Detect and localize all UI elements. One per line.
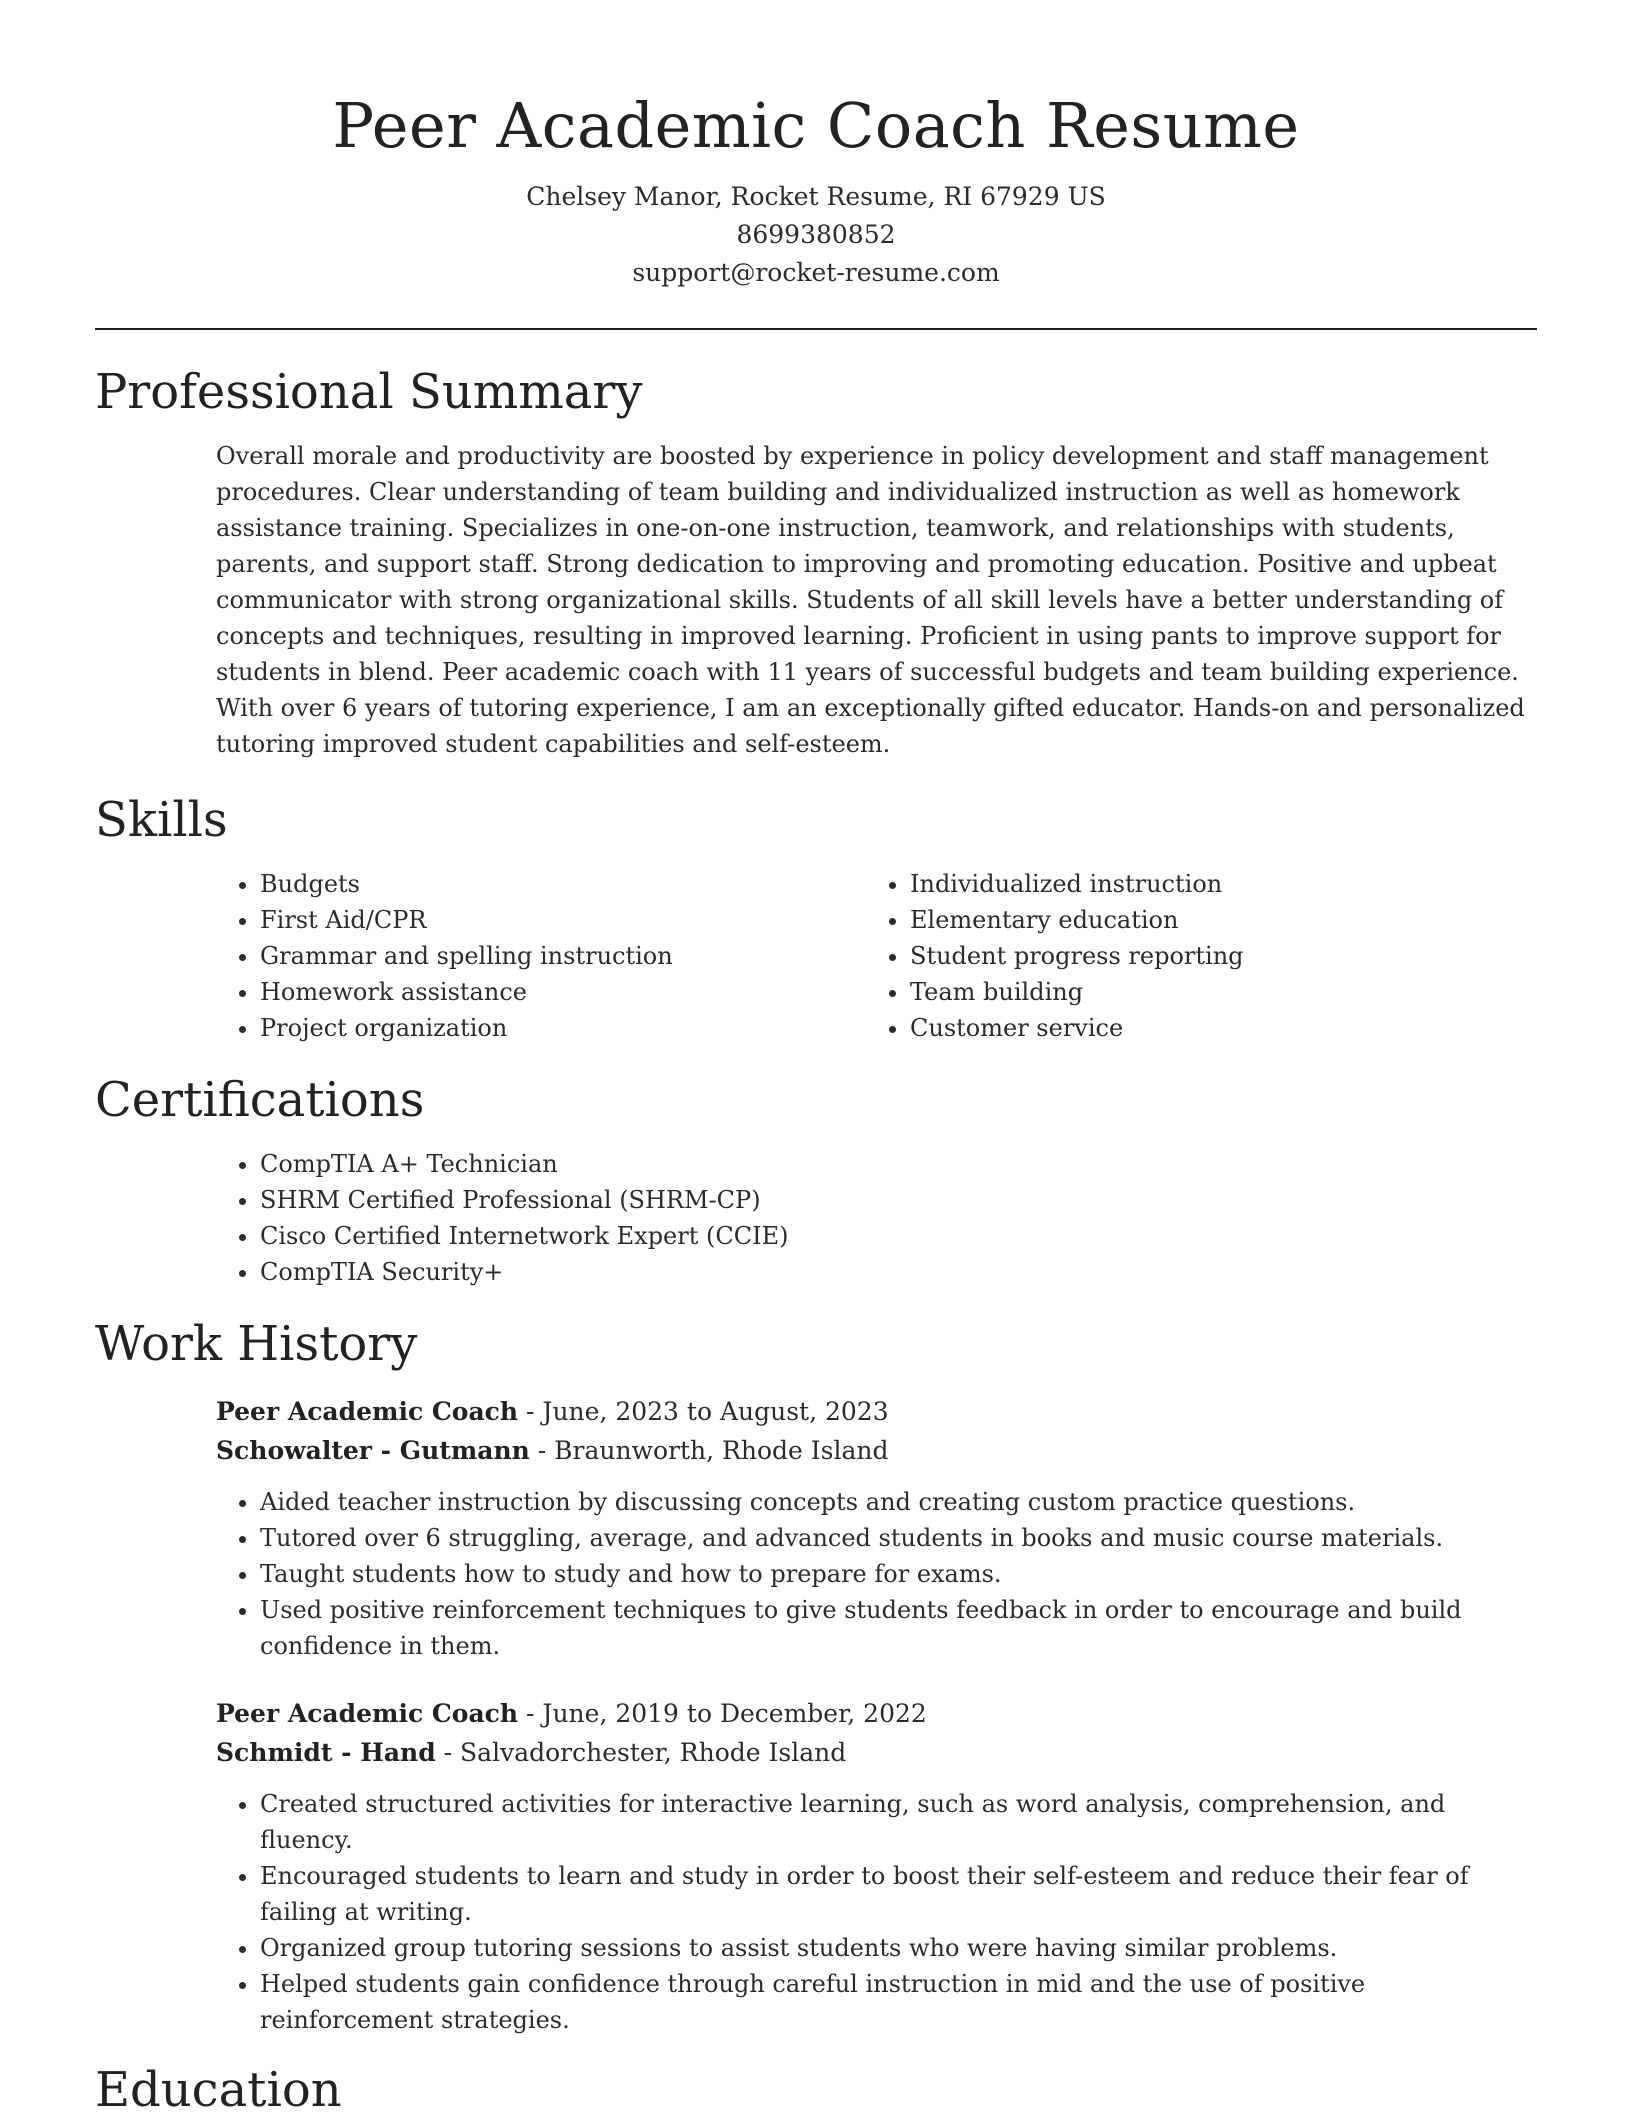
skills-heading: Skills	[95, 792, 228, 848]
summary-text: Overall morale and productivity are boosted by experience in policy development and staff management procedures. Clear understanding of team building and individualized instruction as well as homework assistance training. Specializes in one-on-one instruction, teamwork, and relationships with students, parents, and support staff. Strong dedication to improving and promoting education. Positive and upbeat communicator with strong organizational skills. Students of all skill levels have a better understanding of concepts and techniques, resulting in improved learning. Proficient in using pants to improve support for students in blend. Peer academic coach with 11 years of successful budgets and team building experience. With over 6 years of tutoring experience, I am an exceptionally gifted educator. Hands-on and personalized tutoring improved student capabilities and self-esteem.	[216, 442, 1525, 758]
job-entry	[216, 1392, 1537, 1664]
job-entry	[216, 1694, 1537, 2038]
skill-item: • First Aid/CPR	[260, 902, 910, 938]
skill-item: • Grammar and spelling instruction	[260, 938, 910, 974]
job-duty: • Helped students gain confidence through careful instruction in mid and the use of positive reinforcement strategies.	[260, 1966, 1537, 2038]
contact-address: Chelsey Manor, Rocket Resume, RI 67929 US	[526, 182, 1106, 211]
skills-grid	[260, 866, 1537, 1046]
education-heading: Education	[95, 2062, 342, 2112]
job-duty: • Used positive reinforcement techniques to give students feedback in order to encourage and build confidence in them.	[260, 1592, 1537, 1664]
certifications-list	[260, 1146, 1537, 1290]
work-history-heading: Work History	[95, 1316, 418, 1372]
job-company-line	[216, 1733, 1537, 1772]
summary-section	[95, 360, 1537, 762]
certification-item: • CompTIA A+ Technician	[260, 1146, 1537, 1182]
skill-item: • Team building	[910, 974, 1510, 1010]
education-section	[95, 2058, 1537, 2112]
certification-item: • SHRM Certified Professional (SHRM-CP)	[260, 1182, 1537, 1218]
job-duty: • Tutored over 6 struggling, average, and advanced students in books and music course materials.	[260, 1520, 1537, 1556]
job-duty: • Aided teacher instruction by discussing concepts and creating custom practice questions.	[260, 1484, 1537, 1520]
job-title: Peer Academic Coach	[216, 1397, 519, 1426]
job-duties-list	[260, 1484, 1537, 1664]
job-duty: • Created structured activities for interactive learning, such as word analysis, comprehension, and fluency.	[260, 1786, 1537, 1858]
certification-item: • Cisco Certified Internetwork Expert (CCIE)	[260, 1218, 1537, 1254]
job-company-line	[216, 1431, 1537, 1470]
job-duty: • Organized group tutoring sessions to assist students who were having similar problems.	[260, 1930, 1537, 1966]
skills-section	[95, 788, 1537, 1046]
contact-email: support@rocket-resume.com	[632, 258, 1000, 287]
job-title-line	[216, 1694, 1537, 1733]
certification-item: • CompTIA Security+	[260, 1254, 1537, 1290]
resume-header	[95, 0, 1537, 292]
skill-item: • Student progress reporting	[910, 938, 1510, 974]
contact-phone: 8699380852	[736, 220, 896, 249]
job-location: - Salvadorchester, Rhode Island	[435, 1738, 847, 1767]
job-company: Schowalter - Gutmann	[216, 1436, 530, 1465]
skills-column-right	[910, 866, 1510, 1046]
job-duty: • Taught students how to study and how to prepare for exams.	[260, 1556, 1537, 1592]
skill-item: • Project organization	[260, 1010, 910, 1046]
job-title: Peer Academic Coach	[216, 1699, 519, 1728]
skill-item: • Budgets	[260, 866, 910, 902]
certifications-heading: Certifications	[95, 1072, 425, 1128]
job-title-line	[216, 1392, 1537, 1431]
skill-item: • Individualized instruction	[910, 866, 1510, 902]
contact-block	[95, 178, 1537, 292]
work-history-section	[95, 1312, 1537, 2038]
page-title: Peer Academic Coach Resume	[332, 89, 1300, 162]
skill-item: • Customer service	[910, 1010, 1510, 1046]
job-dates: - June, 2019 to December, 2022	[518, 1699, 927, 1728]
job-company: Schmidt - Hand	[216, 1738, 436, 1767]
job-location: - Braunworth, Rhode Island	[529, 1436, 889, 1465]
header-divider	[95, 328, 1537, 330]
certifications-section	[95, 1068, 1537, 1290]
job-duties-list	[260, 1786, 1537, 2038]
skill-item: • Elementary education	[910, 902, 1510, 938]
job-duty: • Encouraged students to learn and study in order to boost their self-esteem and reduce their fear of failing at writing.	[260, 1858, 1537, 1930]
summary-heading: Professional Summary	[95, 364, 643, 420]
skills-column-left	[260, 866, 910, 1046]
skill-item: • Homework assistance	[260, 974, 910, 1010]
job-dates: - June, 2023 to August, 2023	[518, 1397, 889, 1426]
